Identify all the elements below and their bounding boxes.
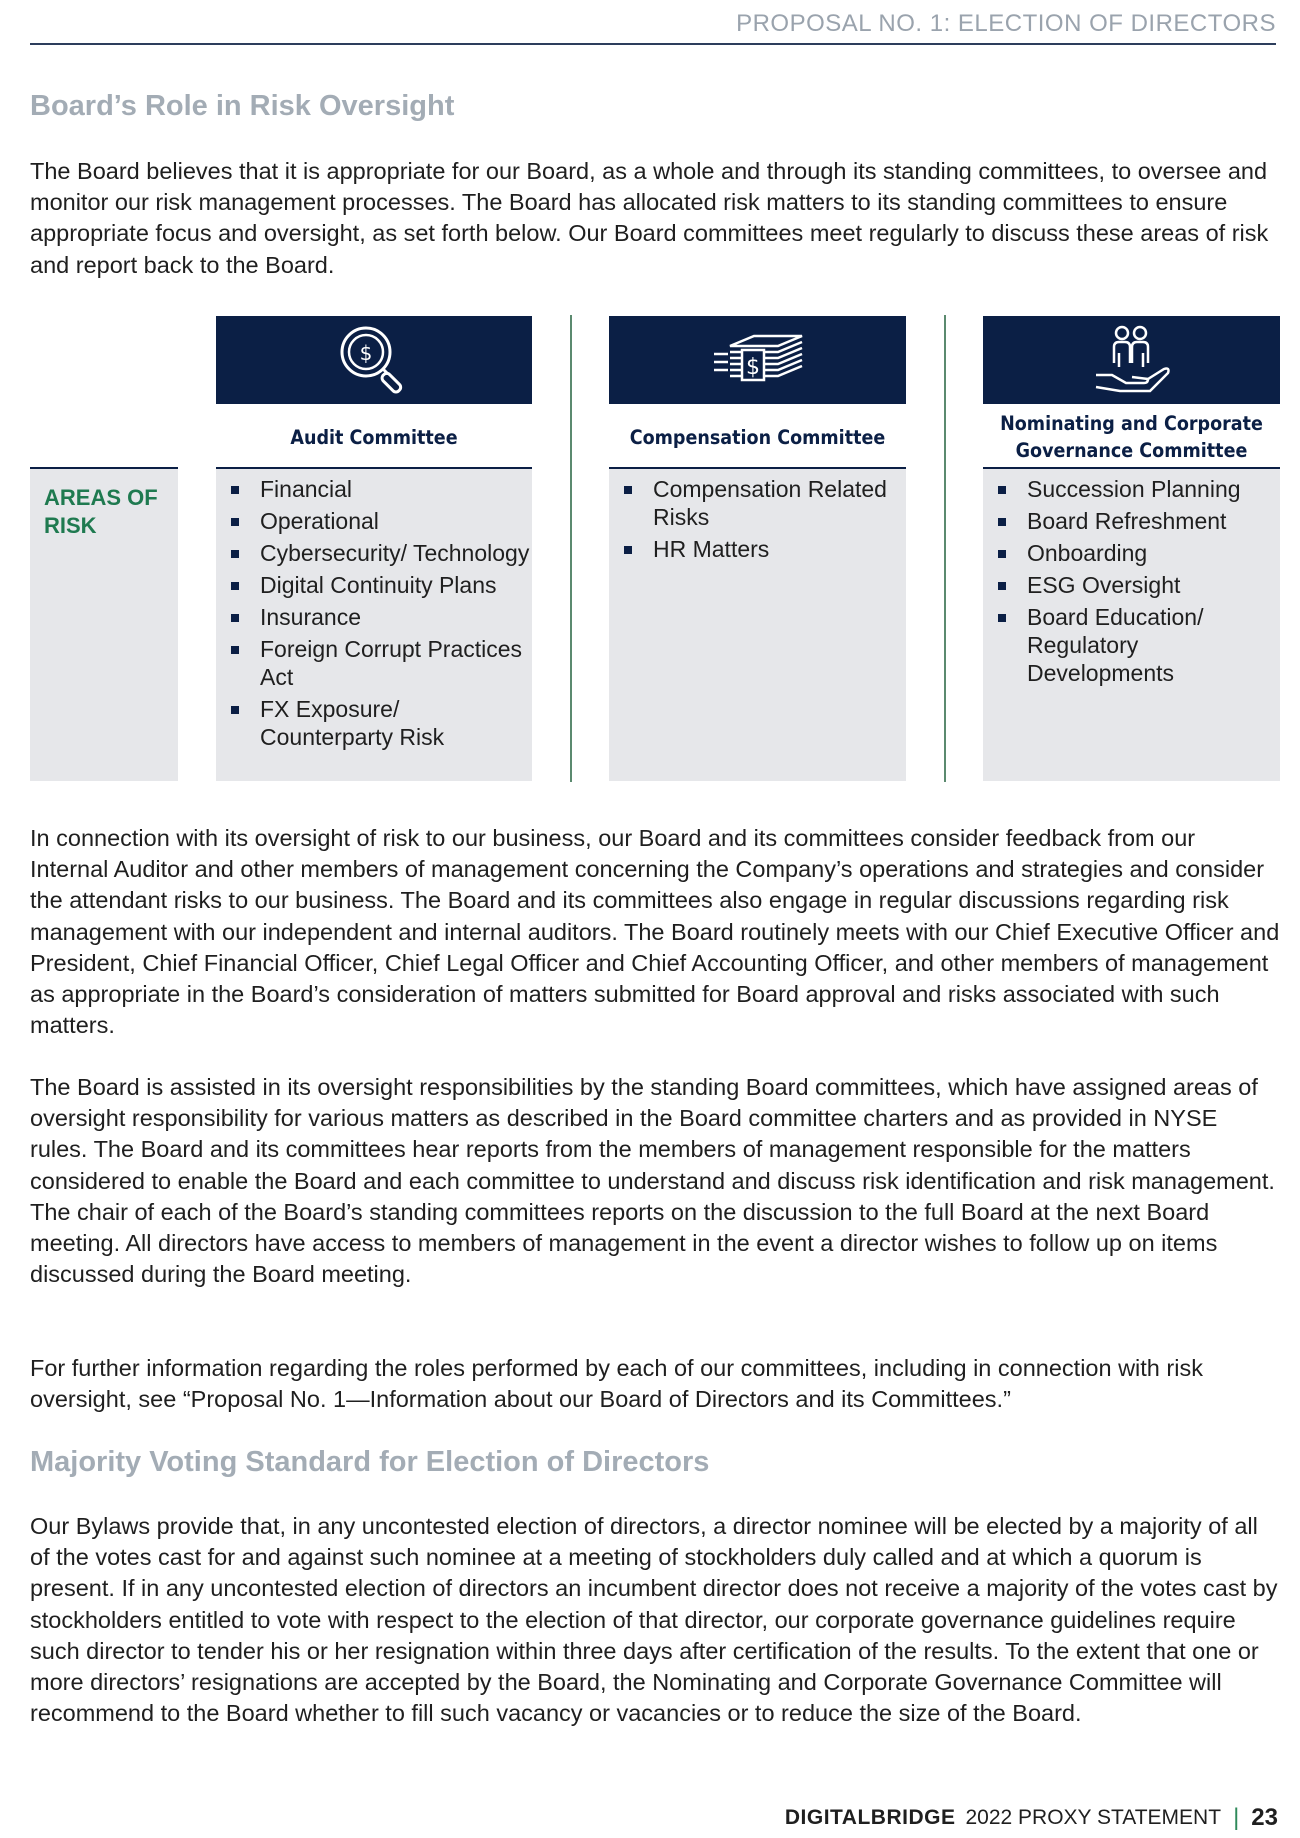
svg-text:$: $ [745, 355, 760, 380]
audit-committee-title: Audit Committee [290, 425, 458, 449]
nominating-committee-panel [983, 469, 1280, 781]
list-item: Cybersecurity/ Technology [216, 539, 532, 567]
page-footer [785, 1804, 1278, 1832]
list-item: HR Matters [609, 535, 906, 563]
list-item: Onboarding [983, 539, 1280, 567]
oversight-feedback-paragraph: In connection with its oversight of risk to our business, our Board and its committees consider feedback from our Internal Auditor and other members of management concerning the Company’s operations and strategies and consider the attendant risks to our business. The Board and its committees also engage in regular discussions regarding risk management with our independent and internal auditors. The Board routinely meets with our Chief Executive Officer and President, Chief Financial Officer, Chief Legal Officer and Chief Accounting Officer, and other members of management as appropriate in the Board’s consideration of matters submitted for Board approval and risks associated with such matters. [30, 825, 1280, 1039]
list-item: Succession Planning [983, 475, 1280, 503]
section-heading-risk-oversight: Board’s Role in Risk Oversight [30, 90, 455, 122]
intro-paragraph: The Board believes that it is appropriate for our Board, as a whole and through its standing committees, to oversee and monitor our risk management processes. The Board has allocated risk matters to its standing committees to ensure appropriate focus and oversight, as set forth below. Our Board committees meet regularly to discuss these areas of risk and report back to the Board. [30, 158, 1269, 278]
list-item: Financial [216, 475, 532, 503]
magnifier-dollar-icon [334, 322, 414, 398]
audit-risk-list [216, 469, 532, 751]
people-in-hand-icon [1092, 323, 1172, 397]
list-item: Foreign Corrupt Practices Act [216, 635, 532, 691]
list-item: Digital Continuity Plans [216, 571, 532, 599]
majority-voting-paragraph: Our Bylaws provide that, in any uncontested election of directors, a director nominee will be elected by a majority of all of the votes cast for and against such nominee at a meeting of stockholders duly called and at which a quorum is present. If in any uncontested election of directors an incumbent director does not receive a majority of the votes cast by stockholders entitled to vote with respect to the election of that director, our corporate governance guidelines require such director to tender his or her resignation within three days after certification of the results. To the extent that one or more directors’ resignations are accepted by the Board, the Nominating and Corporate Governance Committee will recommend to the Board whether to fill such vacancy or vacancies or to reduce the size of the Board. [30, 1513, 1278, 1727]
audit-icon-box [216, 316, 532, 404]
list-item: ESG Oversight [983, 571, 1280, 599]
footer-document-title: 2022 PROXY STATEMENT [965, 1806, 1222, 1829]
list-item: Board Refreshment [983, 507, 1280, 535]
areas-of-risk-label: AREAS OF RISK [44, 485, 158, 538]
list-item: Compensation Related Risks [609, 475, 906, 531]
compensation-icon-box [609, 316, 906, 404]
page-number: 23 [1251, 1804, 1278, 1831]
nominating-committee-title: Nominating and Corporate Governance Committee [1000, 412, 1263, 462]
running-header: PROPOSAL NO. 1: ELECTION OF DIRECTORS [736, 10, 1276, 37]
compensation-committee-panel [609, 469, 906, 781]
money-stack-icon [710, 330, 806, 390]
footer-brand: DIGITALBRIDGE [784, 1806, 956, 1829]
nominating-risk-list [983, 469, 1280, 687]
nominating-icon-box [983, 316, 1280, 404]
list-item: Board Education/ Regulatory Developments [983, 603, 1280, 687]
column-divider [570, 315, 572, 782]
section-heading-majority-voting: Majority Voting Standard for Election of Directors [30, 1446, 710, 1478]
footer-separator: | [1233, 1804, 1240, 1831]
list-item: Insurance [216, 603, 532, 631]
list-item: Operational [216, 507, 532, 535]
compensation-committee-title: Compensation Committee [629, 425, 886, 449]
list-item: FX Exposure/ Counterparty Risk [216, 695, 532, 751]
committees-assist-paragraph: The Board is assisted in its oversight responsibilities by the standing Board committees, which have assigned areas of oversight responsibility for various matters as described in the Board committee charters and as provided in NYSE rules. The Board and its committees hear reports from the members of management responsible for the matters considered to enable the Board and each committee to understand and discuss risk identification and risk management. The chair of each of the Board’s standing committees reports on the discussion to the full Board at the next Board meeting. All directors have access to members of management in the event a director wishes to follow up on items discussed during the Board meeting. [30, 1074, 1275, 1288]
further-information-paragraph: For further information regarding the roles performed by each of our committees, including in connection with risk oversight, see “Proposal No. 1—Information about our Board of Directors and its Committees.” [30, 1355, 1203, 1413]
compensation-risk-list [609, 469, 906, 563]
header-divider [30, 43, 1276, 45]
svg-text:$: $ [359, 341, 373, 365]
column-divider [944, 315, 946, 782]
audit-committee-panel [216, 469, 532, 781]
